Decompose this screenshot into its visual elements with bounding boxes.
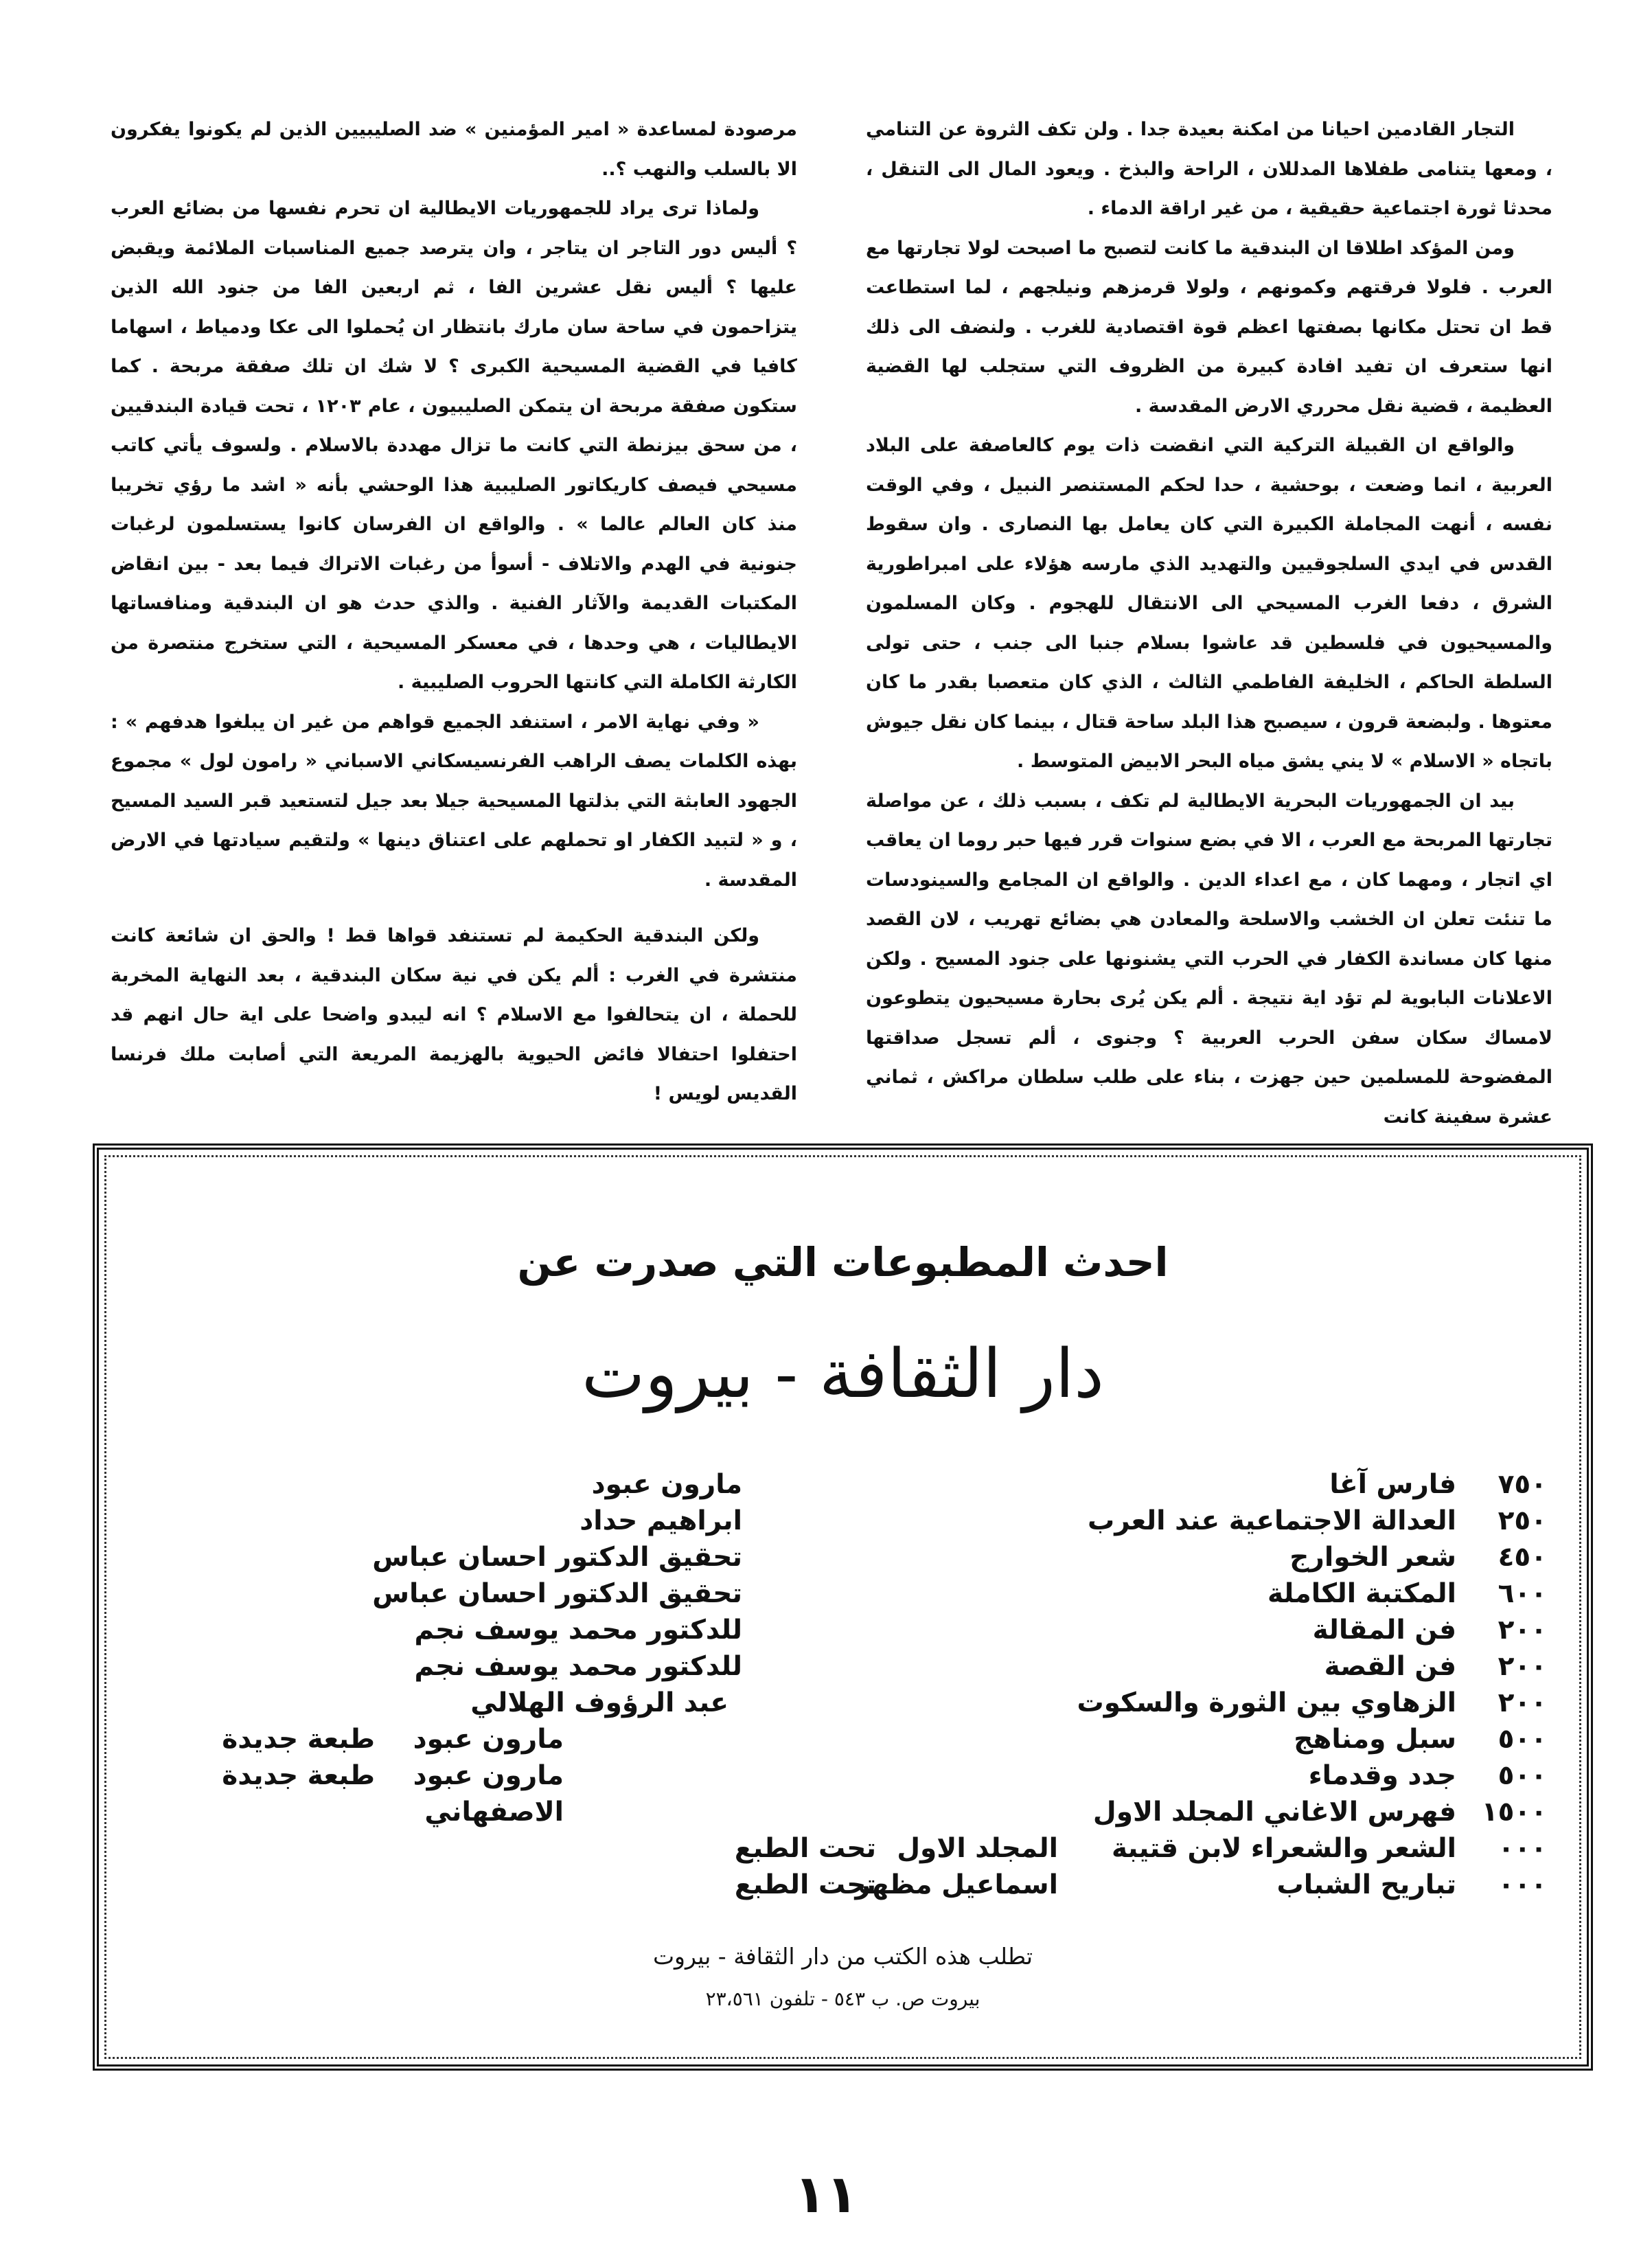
paragraph: ولكن البندقية الحكيمة لم تستنفد قواها قط ! والحق ان شائعة كانت منتشرة في الغرب : ألم يكن في نية سكان البندقية ، بعد النهاية المخربة للحملة ، ان يتحالفوا مع الاسلام ؟ انه ليبدو واضحا على اية حال انهم قد احتفلوا احتفالا فائض الحيوية بالهزيمة المريعة التي أصابت ملك فرنسا القديس لويس ! <box>111 925 797 1104</box>
book-title: فارس آغا <box>1329 1469 1456 1500</box>
article-right-column <box>866 110 1552 1137</box>
book-row <box>99 1833 1587 1867</box>
book-row <box>99 1797 1587 1831</box>
book-author: الاصفهاني <box>424 1797 564 1828</box>
paragraph: « وفي نهاية الامر ، استنفد الجميع قواهم من غير ان يبلغوا هدفهم » : بهذه الكلمات يصف الراهب الفرنسيسكاني الاسباني « رامون لول » مجموع الجهود العابثة التي بذلتها المسيحية جيلا بعد جيل لتستعيد قبر السيد المسيح ، و « لتبيد الكفار او تحملهم على اعتناق دينها » ولتقيم سيادتها في الارض المقدسة . <box>111 711 797 891</box>
book-author: اسماعيل مظهر <box>855 1869 1058 1900</box>
publisher-advertisement <box>93 1143 1593 2071</box>
book-price: ٦٠٠ <box>1498 1578 1547 1609</box>
book-note: تحت الطبع <box>734 1869 876 1900</box>
book-price: ١٥٠٠ <box>1481 1797 1547 1828</box>
article-left-column <box>111 110 797 1114</box>
book-row <box>99 1615 1587 1649</box>
book-title: العدالة الاجتماعية عند العرب <box>1088 1505 1456 1536</box>
book-title: المكتبة الكاملة <box>1267 1578 1456 1609</box>
book-title: جدد وقدماء <box>1308 1760 1456 1791</box>
book-row <box>99 1687 1587 1722</box>
paragraph: بيد ان الجمهوريات البحرية الايطالية لم تكف ، بسبب ذلك ، عن مواصلة تجارتها المربحة مع العرب ، الا في بضع سنوات قرر فيها حبر روما ان يعاقب اي اتجار ، ومهما كان ، مع اعداء الدين . والواقع ان المجامع والسينودسات ما تنئت تعلن ان الخشب والاسلحة والمعادن هي بضائع تهريب ، لان القصد منها كان مساندة الكفار في الحرب التي يشنونها على جنود المسيح . ولكن الاعلانات البابوية لم تؤد اية نتيجة . ألم يكن يُرى بحارة مسيحيون يتطوعون لامساك سكان سفن الحرب العربية ؟ وجنوى ، ألم تسجل صداقتها المفضوحة للمسلمين حين جهزت ، بناء على طلب سلطان مراكش ، ثماني عشرة سفينة كانت <box>866 790 1552 1128</box>
book-row <box>99 1869 1587 1904</box>
book-list <box>99 1469 1587 1900</box>
book-author: تحقيق الدكتور احسان عباس <box>372 1578 742 1609</box>
page-number: ١١ <box>794 2163 858 2224</box>
book-author: المجلد الاول <box>897 1833 1058 1864</box>
book-price: ٠٠٠ <box>1498 1869 1547 1900</box>
paragraph: والواقع ان القبيلة التركية التي انقضت ذات يوم كالعاصفة على البلاد العربية ، انما وضعت ، بوحشية ، حدا لحكم المستنصر النبيل ، وفي الوقت نفسه ، أنهت المجاملة الكبيرة التي كان يعامل بها النصارى . وان سقوط القدس في ايدي السلجوقيين والتهديد الذي مارسه هؤلاء على امبراطورية الشرق ، دفعا الغرب المسيحي الى الانتقال للهجوم . وكان المسلمون والمسيحيون في فلسطين قد عاشوا بسلام جنبا الى جنب ، حتى تولى السلطة الحاكم ، الخليفة الفاطمي الثالث ، الذي كان متعصبا بقدر ما كان معتوها . ولبضعة قرون ، سيصبح هذا البلد ساحة قتال ، بينما كان نقل جيوش باتجاه « الاسلام » لا يني يشق مياه البحر الابيض المتوسط . <box>866 435 1552 772</box>
book-row <box>99 1651 1587 1685</box>
book-row <box>99 1505 1587 1540</box>
book-note: طبعة جديدة <box>222 1760 375 1791</box>
book-title: شعر الخوارج <box>1289 1542 1456 1573</box>
book-author: تحقيق الدكتور احسان عباس <box>372 1542 742 1573</box>
book-author: ابراهيم حداد <box>580 1505 742 1536</box>
book-price: ٥٠٠ <box>1498 1724 1547 1755</box>
book-row <box>99 1724 1587 1758</box>
book-price: ٢٠٠ <box>1498 1687 1547 1718</box>
ad-heading: احدث المطبوعات التي صدرت عن <box>517 1239 1169 1286</box>
book-title: الزهاوي بين الثورة والسكوت <box>1077 1687 1456 1718</box>
book-title: فهرس الاغاني المجلد الاول <box>1092 1797 1456 1828</box>
book-author: مارون عبود <box>413 1724 564 1755</box>
book-author: للدكتور محمد يوسف نجم <box>414 1651 742 1682</box>
book-title: تباريح الشباب <box>1276 1869 1456 1900</box>
book-row <box>99 1760 1587 1795</box>
book-price: ٤٥٠ <box>1498 1542 1547 1573</box>
book-title: فن المقالة <box>1312 1615 1456 1646</box>
book-price: ٠٠٠ <box>1498 1833 1547 1864</box>
book-title: سبل ومناهج <box>1294 1724 1456 1755</box>
paragraph: التجار القادمين احيانا من امكنة بعيدة جدا . ولن تكف الثروة عن التنامي ، ومعها يتنامى طفلاها المدللان ، الراحة والبذخ . ويعود المال الى التنقل ، محدثا ثورة اجتماعية حقيقية ، من غير اراقة الدماء . <box>866 119 1552 219</box>
book-author: مارون عبود <box>413 1760 564 1791</box>
book-row <box>99 1469 1587 1503</box>
paragraph: ولماذا ترى يراد للجمهوريات الايطالية ان تحرم نفسها من بضائع العرب ؟ أليس دور التاجر ان يتاجر ، وان يترصد جميع المناسبات الملائمة ويقبض عليها ؟ أليس نقل عشرين الفا ، ثم اربعين الفا من جنود الله الذين يتزاحمون في ساحة سان مارك بانتظار ان يُحملوا الى عكا ودمياط ، اسهاما كافيا في القضية المسيحية الكبرى ؟ لا شك ان تلك صفقة مربحة . كما ستكون صفقة مربحة ان يتمكن الصليبيون ، عام ١٢٠٣ ، تحت قيادة البندقيين ، من سحق بيزنطة التي كانت ما تزال مهددة بالاسلام . ولسوف يأتي كاتب مسيحي فيصف كاريكاتور الصليبية هذا الوحشي بأنه « اشد ما رؤي تخريبا منذ كان العالم عالما » . والواقع ان الفرسان كانوا يستسلمون لرغبات جنونية في الهدم والاتلاف - أسوأ من رغبات الاتراك فيما بعد - بين انقاض المكتبات القديمة والآثار الفنية . والذي حدث هو ان البندقية ومنافساتها الايطاليات ، هي وحدها ، في معسكر المسيحية ، التي ستخرج منتصرة من الكارثة الكاملة التي كانتها الحروب الصليبية . <box>111 198 797 693</box>
book-author: مارون عبود <box>591 1469 742 1500</box>
book-author: للدكتور محمد يوسف نجم <box>414 1615 742 1646</box>
publisher-name: دار الثقافة - بيروت <box>582 1335 1104 1413</box>
book-row <box>99 1578 1587 1613</box>
paragraph: ومن المؤكد اطلاقا ان البندقية ما كانت لتصبح ما اصبحت لولا تجارتها مع العرب . فلولا فرقتهم وكمونهم ، ولولا قرمزهم ونيلجهم ، لما استطاعت قط ان تحتل مكانها بصفتها اعظم قوة اقتصادية للغرب . ولنضف الى ذلك انها ستعرف ان تفيد افادة كبيرة من الظروف التي ستجلب لها القضية العظيمة ، قضية نقل محرري الارض المقدسة . <box>866 237 1552 417</box>
ad-footer: تطلب هذه الكتب من دار الثقافة - بيروت <box>652 1943 1033 1970</box>
book-author: عبد الرؤوف الهلالي <box>470 1687 729 1718</box>
book-price: ٥٠٠ <box>1498 1760 1547 1791</box>
book-note: طبعة جديدة <box>222 1724 375 1755</box>
ad-address: بيروت ص. ب ٥٤٣ - تلفون ٢٣،٥٦١ <box>705 1988 980 2010</box>
book-price: ٧٥٠ <box>1498 1469 1547 1500</box>
book-title: الشعر والشعراء لابن قتيبة <box>1112 1833 1456 1864</box>
paragraph: مرصودة لمساعدة « امير المؤمنين » ضد الصليبيين الذين لم يكونوا يفكرون الا بالسلب والنهب ؟.. <box>111 119 797 180</box>
book-title: فن القصة <box>1324 1651 1456 1682</box>
book-price: ٢٠٠ <box>1498 1615 1547 1646</box>
book-price: ٢٠٠ <box>1498 1651 1547 1682</box>
book-price: ٢٥٠ <box>1498 1505 1547 1536</box>
book-row <box>99 1542 1587 1576</box>
book-note: تحت الطبع <box>734 1833 876 1864</box>
